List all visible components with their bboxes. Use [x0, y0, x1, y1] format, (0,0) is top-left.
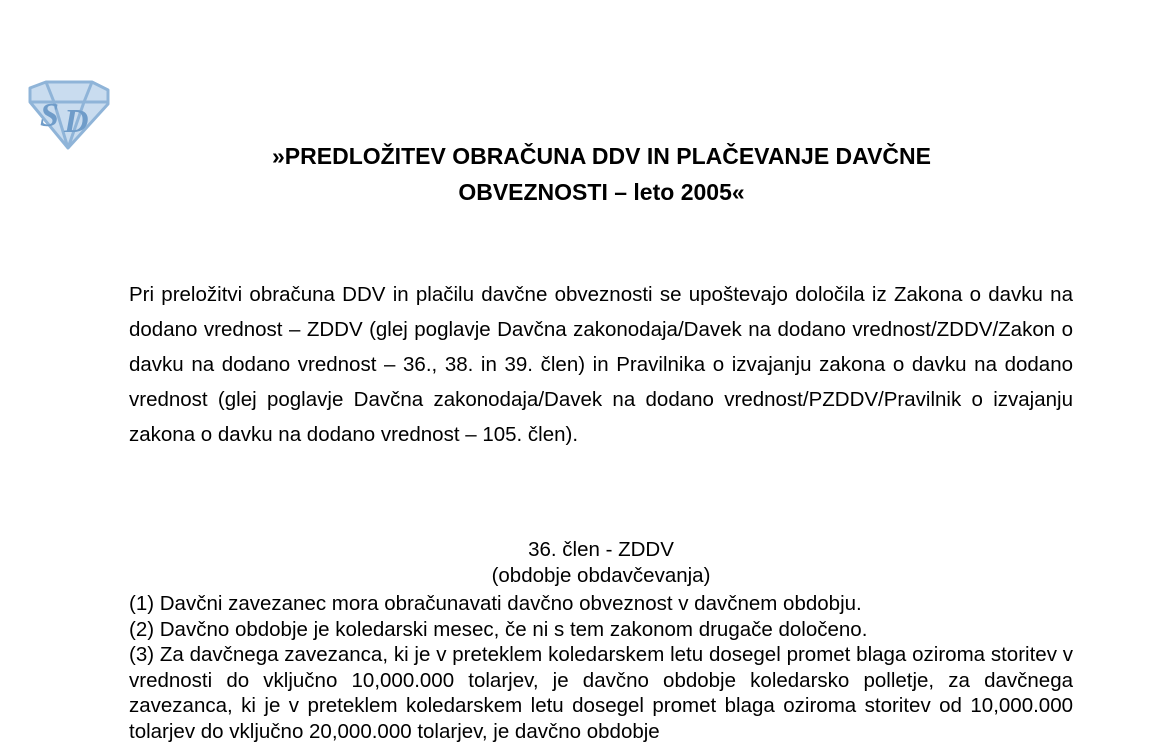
article-header — [129, 537, 1073, 589]
svg-text:S: S — [40, 97, 59, 134]
article-paragraph-2: (2) Davčno obdobje je koledarski mesec, če ni s tem zakonom drugače določeno. — [129, 617, 868, 641]
title-line-2: OBVEZNOSTI – leto 2005« — [458, 179, 745, 205]
article-subheading: (obdobje obdavčevanja) — [491, 564, 711, 587]
article-paragraph-1: (1) Davčni zavezanec mora obračunavati davčno obveznost v davčnem obdobju. — [129, 592, 862, 615]
article-body — [129, 591, 1073, 744]
title-line-1: »PREDLOŽITEV OBRAČUNA DDV IN PLAČEVANJE DAVČNE — [272, 143, 931, 169]
intro-paragraph: Pri preložitvi obračuna DDV in plačilu davčne obveznosti se upoštevajo določila iz Zakona o davku na dodano vrednost – ZDDV (glej poglavje Davčna zakonodaja/Davek na dodano vrednost/ZDDV/Zakon o davku na dodano vrednost – 36., 38. in 39. člen) in Pravilnika o izvajanju zakona o davku na dodano vrednost (glej poglavje Davčna zakonodaja/Davek na dodano vrednost/PZDDV/Pravilnik o izvajanju zakona o davku na dodano vrednost – 105. člen). — [129, 283, 1073, 446]
article-paragraph-3: (3) Za davčnega zavezanca, ki je v preteklem koledarskem letu dosegel promet blaga oziroma storitev v vrednosti do vključno 10,000.000 tolarjev, je davčno obdobje koledarsko polletje, za davčnega zavezanca, ki je v preteklem koledarskem letu dosegel promet blaga oziroma storitev od 10,000.000 tolarjev do vključno 20,000.000 tolarjev, je davčno obdobje — [129, 643, 1073, 743]
document-title — [130, 138, 1073, 210]
sd-logo — [26, 80, 112, 150]
sd-diamond-logo-icon — [26, 80, 112, 150]
svg-text:D: D — [64, 103, 89, 140]
article-heading: 36. člen - ZDDV — [528, 538, 674, 561]
